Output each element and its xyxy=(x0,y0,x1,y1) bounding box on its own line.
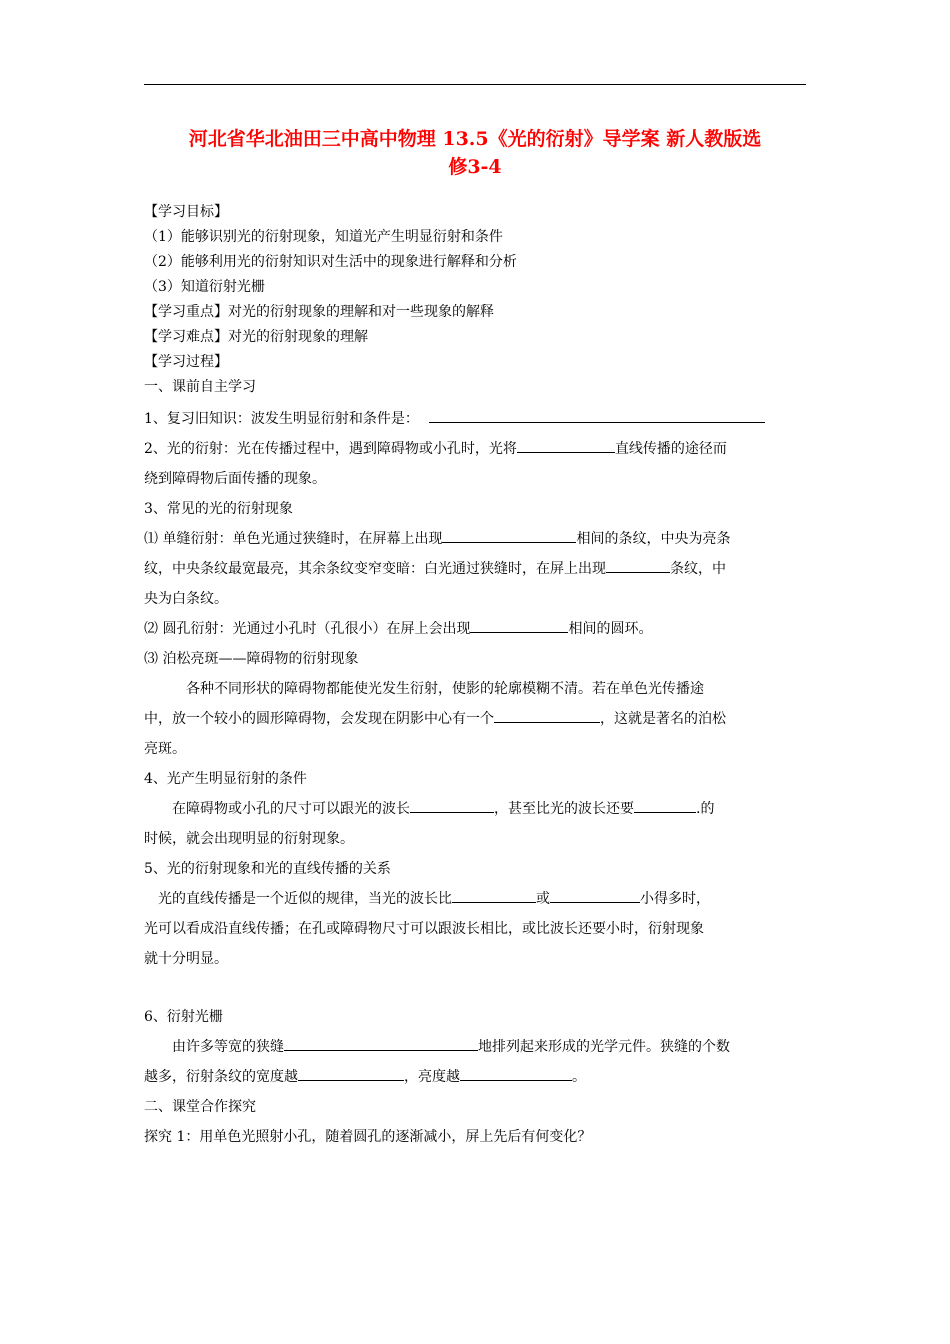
question-2: 2、光的衍射：光在传播过程中，遇到障碍物或小孔时，光将 直线传播的途径而 xyxy=(144,434,806,464)
single-slit-line3: 央为白条纹。 xyxy=(144,591,228,607)
answer-blank[interactable] xyxy=(460,1066,572,1081)
question-5-line1: 光的直线传播是一个近似的规律，当光的波长比 或 小得多时， xyxy=(144,884,806,914)
answer-blank[interactable] xyxy=(284,1036,478,1051)
question-1: 1、复习旧知识：波发生明显衍射和条件是： xyxy=(144,404,806,434)
document-body xyxy=(144,200,806,1152)
question-4-line1: 在障碍物或小孔的尺寸可以跟光的波长 ，甚至比光的波长还要 .的 xyxy=(144,794,806,824)
question-4-heading: 4、光产生明显衍射的条件 xyxy=(144,771,307,787)
question-4-line2: 时候，就会出现明显的衍射现象。 xyxy=(144,831,354,847)
answer-blank[interactable] xyxy=(429,408,765,423)
title-line-2: 修3-4 xyxy=(448,156,502,178)
process-heading: 【学习过程】 xyxy=(144,354,228,370)
header-rule xyxy=(144,84,806,85)
objective-item-3: （3）知道衍射光栅 xyxy=(144,279,265,295)
question-6-line1: 由许多等宽的狭缝 地排列起来形成的光学元件。狭缝的个数 xyxy=(144,1032,806,1062)
answer-blank[interactable] xyxy=(494,708,600,723)
answer-blank[interactable] xyxy=(634,798,696,813)
explore-1: 探究 1：用单色光照射小孔，随着圆孔的逐渐减小，屏上先后有何变化？ xyxy=(144,1129,592,1145)
question-3-heading: 3、常见的光的衍射现象 xyxy=(144,501,293,517)
key-point: 【学习重点】对光的衍射现象的理解和对一些现象的解释 xyxy=(144,304,494,320)
answer-blank[interactable] xyxy=(298,1066,404,1081)
section2-heading: 二、课堂合作探究 xyxy=(144,1099,256,1115)
section1-heading: 一、课前自主学习 xyxy=(144,379,256,395)
answer-blank[interactable] xyxy=(410,798,494,813)
poisson-spot-heading: ⑶ 泊松亮斑——障碍物的衍射现象 xyxy=(144,651,359,667)
question-5-line2: 光可以看成沿直线传播；在孔或障碍物尺寸可以跟波长相比，或比波长还要小时，衍射现象 xyxy=(144,921,704,937)
question-5-heading: 5、光的衍射现象和光的直线传播的关系 xyxy=(144,861,391,877)
poisson-para-line1: 各种不同形状的障碍物都能使光发生衍射，使影的轮廓模糊不清。若在单色光传播途 xyxy=(186,681,704,697)
objective-item-2: （2）能够利用光的衍射知识对生活中的现象进行解释和分析 xyxy=(144,254,517,270)
poisson-para-line2: 中，放一个较小的圆形障碍物，会发现在阴影中心有一个 ，这就是著名的泊松 xyxy=(144,704,806,734)
poisson-para-line3: 亮斑。 xyxy=(144,741,186,757)
single-slit-line1: ⑴ 单缝衍射：单色光通过狭缝时，在屏幕上出现 相间的条纹，中央为亮条 xyxy=(144,524,806,554)
question-2-cont: 绕到障碍物后面传播的现象。 xyxy=(144,471,326,487)
objectives-heading: 【学习目标】 xyxy=(144,204,228,220)
difficulty: 【学习难点】对光的衍射现象的理解 xyxy=(144,329,368,345)
spacer xyxy=(144,974,806,1002)
answer-blank[interactable] xyxy=(470,618,568,633)
circular-hole: ⑵ 圆孔衍射：光通过小孔时（孔很小）在屏上会出现 相间的圆环。 xyxy=(144,614,806,644)
answer-blank[interactable] xyxy=(517,438,615,453)
objective-item-1: （1）能够识别光的衍射现象，知道光产生明显衍射和条件 xyxy=(144,229,503,245)
answer-blank[interactable] xyxy=(442,528,576,543)
answer-blank[interactable] xyxy=(550,888,640,903)
question-5-line3: 就十分明显。 xyxy=(144,951,228,967)
title-line-1: 河北省华北油田三中高中物理 13.5《光的衍射》导学案 新人教版选 xyxy=(188,128,762,150)
question-6-heading: 6、衍射光栅 xyxy=(144,1009,223,1025)
single-slit-line2: 纹，中央条纹最宽最亮，其余条纹变窄变暗：白光通过狭缝时，在屏上出现 条纹，中 xyxy=(144,554,806,584)
answer-blank[interactable] xyxy=(452,888,536,903)
answer-blank[interactable] xyxy=(606,558,670,573)
document-title xyxy=(144,125,806,181)
question-6-line2: 越多，衍射条纹的宽度越 ，亮度越 。 xyxy=(144,1062,806,1092)
